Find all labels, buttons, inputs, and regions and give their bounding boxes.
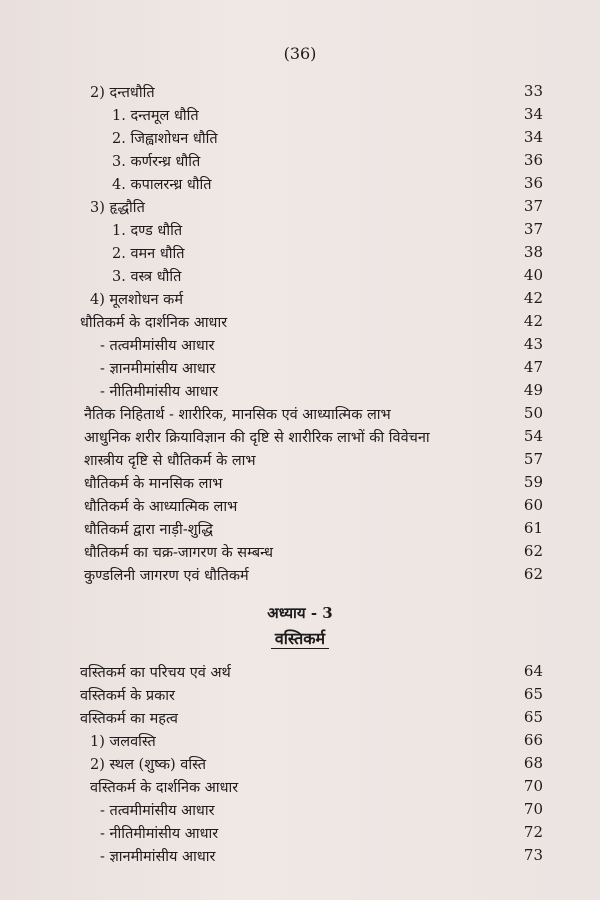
toc-entry-page: 42 (523, 289, 543, 307)
toc-entry-label: धौतिकर्म के दार्शनिक आधार (80, 315, 228, 331)
toc-entry-page: 36 (523, 174, 543, 192)
toc-entry-label: - ज्ञानमीमांसीय आधार (100, 361, 216, 377)
toc-entry-label: 2) दन्तधौति (90, 85, 155, 101)
toc-entry-page: 70 (523, 800, 543, 818)
toc-entry-page: 49 (523, 381, 543, 399)
toc-entry-page: 70 (523, 777, 543, 795)
toc-entry (0, 358, 600, 382)
toc-entry-label: - नीतिमीमांसीय आधार (100, 384, 219, 400)
toc-entry-label: 4. कपालरन्ध्र धौति (112, 177, 212, 193)
toc-entry-page: 34 (523, 128, 543, 146)
toc-entry (0, 220, 600, 244)
toc-entry (0, 312, 600, 336)
toc-entry-page: 65 (523, 708, 543, 726)
toc-entry-label: - नीतिमीमांसीय आधार (100, 826, 219, 842)
toc-entry-label: 1. दन्तमूल धौति (112, 108, 199, 124)
toc-entry-label: वस्तिकर्म के दार्शनिक आधार (90, 780, 239, 796)
toc-entry-page: 66 (523, 731, 543, 749)
toc-entry-page: 65 (523, 685, 543, 703)
toc-entry-page: 61 (523, 519, 543, 537)
toc-entry-page: 40 (523, 266, 543, 284)
toc-entry (0, 823, 600, 847)
toc-entry-label: 4) मूलशोधन कर्म (90, 292, 183, 308)
toc-entry (0, 82, 600, 106)
toc-entry-page: 64 (523, 662, 543, 680)
toc-entry-label: 1) जलवस्ति (90, 734, 156, 750)
toc-entry (0, 381, 600, 405)
toc-entry-page: 68 (523, 754, 543, 772)
toc-entry (0, 708, 600, 732)
toc-entry (0, 243, 600, 267)
toc-entry-page: 50 (523, 404, 543, 422)
toc-entry-label: 3. वस्त्र धौति (112, 269, 182, 285)
page-number: (36) (283, 44, 317, 63)
toc-entry (0, 731, 600, 755)
chapter-title-text: वस्तिकर्म (271, 629, 329, 649)
toc-entry-label: 2) स्थल (शुष्क) वस्ति (90, 757, 207, 773)
toc-entry-page: 59 (523, 473, 543, 491)
toc-entry-label: धौतिकर्म के मानसिक लाभ (84, 476, 223, 492)
toc-entry-label: शास्त्रीय दृष्टि से धौतिकर्म के लाभ (84, 453, 256, 469)
toc-entry (0, 450, 600, 474)
toc-entry-page: 47 (523, 358, 543, 376)
toc-entry-label: धौतिकर्म का चक्र-जागरण के सम्बन्ध (84, 545, 274, 561)
toc-entry (0, 473, 600, 497)
toc-entry-page: 72 (523, 823, 543, 841)
toc-entry (0, 662, 600, 686)
toc-entry-label: नैतिक निहितार्थ - शारीरिक, मानसिक एवं आध्यात्मिक लाभ (84, 407, 391, 423)
toc-entry (0, 565, 600, 589)
toc-entry (0, 151, 600, 175)
toc-entry (0, 335, 600, 359)
toc-entry-page: 73 (523, 846, 543, 864)
toc-entry (0, 197, 600, 221)
toc-entry-label: 3) हृद्धौति (90, 200, 145, 216)
toc-entry-label: 1. दण्ड धौति (112, 223, 183, 239)
toc-entry-page: 37 (523, 197, 543, 215)
toc-entry-page: 57 (523, 450, 543, 468)
toc-entry-label: 3. कर्णरन्ध्र धौति (112, 154, 201, 170)
toc-entry-label: धौतिकर्म द्वारा नाड़ी-शुद्धि (84, 522, 213, 538)
toc-entry-page: 37 (523, 220, 543, 238)
toc-entry-page: 34 (523, 105, 543, 123)
toc-entry (0, 754, 600, 778)
toc-entry (0, 404, 600, 428)
toc-entry (0, 777, 600, 801)
toc-entry-label: वस्तिकर्म का महत्व (80, 711, 178, 727)
toc-entry (0, 800, 600, 824)
toc-entry-label: वस्तिकर्म का परिचय एवं अर्थ (80, 665, 231, 681)
toc-entry (0, 266, 600, 290)
chapter-number: अध्याय - 3 (267, 604, 333, 622)
toc-entry-label: - तत्वमीमांसीय आधार (100, 338, 215, 354)
toc-entry-label: कुण्डलिनी जागरण एवं धौतिकर्म (84, 568, 249, 584)
toc-entry-page: 62 (523, 565, 543, 583)
toc-entry-page: 54 (523, 427, 543, 445)
toc-entry-page: 43 (523, 335, 543, 353)
toc-entry-label: 2. वमन धौति (112, 246, 185, 262)
toc-entry (0, 105, 600, 129)
toc-entry (0, 174, 600, 198)
toc-entry-label: आधुनिक शरीर क्रियाविज्ञान की दृष्टि से शारीरिक लाभों की विवेचना (84, 430, 430, 446)
toc-entry-page: 38 (523, 243, 543, 261)
toc-entry (0, 496, 600, 520)
toc-entry (0, 846, 600, 870)
toc-entry-label: - ज्ञानमीमांसीय आधार (100, 849, 216, 865)
toc-entry-page: 36 (523, 151, 543, 169)
toc-entry-label: धौतिकर्म के आध्यात्मिक लाभ (84, 499, 238, 515)
toc-entry (0, 427, 600, 451)
toc-entry (0, 519, 600, 543)
toc-entry (0, 685, 600, 709)
toc-entry-label: - तत्वमीमांसीय आधार (100, 803, 215, 819)
toc-entry (0, 289, 600, 313)
toc-entry-page: 62 (523, 542, 543, 560)
toc-entry (0, 542, 600, 566)
toc-entry-page: 60 (523, 496, 543, 514)
toc-entry-label: वस्तिकर्म के प्रकार (80, 688, 175, 704)
toc-entry-page: 42 (523, 312, 543, 330)
toc-entry-page: 33 (523, 82, 543, 100)
chapter-title (0, 627, 600, 649)
toc-entry (0, 128, 600, 152)
toc-entry-label: 2. जिह्वाशोधन धौति (112, 131, 218, 147)
